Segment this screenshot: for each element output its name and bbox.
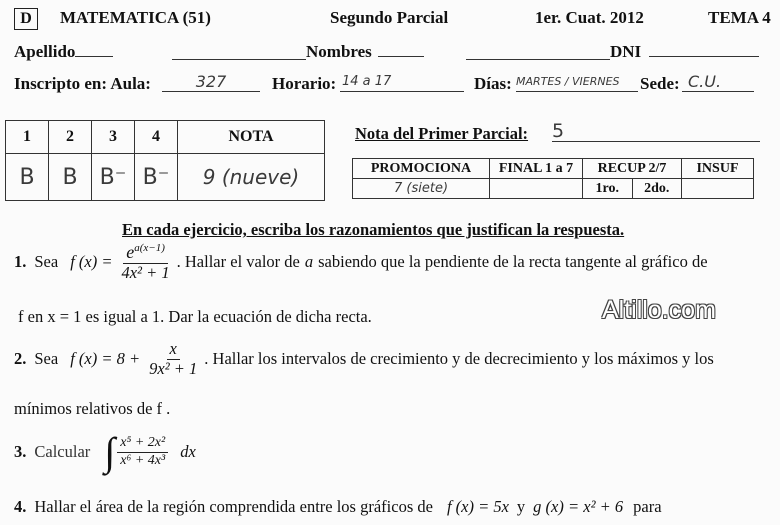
exercise-3-number: 3. [14,442,27,461]
promo-header-promociona: PROMOCIONA [353,159,490,179]
exercise-1-line-2: f en x = 1 es igual a 1. Dar la ecuación de dicha recta. [18,307,372,326]
exercise-2-line-2: mínimos relativos de f . [14,399,171,418]
promo-value-insuf [682,179,754,199]
exercise-1 [14,242,708,283]
names-label: Nombres [306,42,372,61]
grade-header-1: 1 [6,121,49,154]
names-blank [466,42,610,60]
first-exam-label: Nota del Primer Parcial: [355,124,529,143]
surname-label: Apellido [14,42,76,61]
schedule-label: Horario: [272,74,337,93]
exercise-2-fraction [146,340,200,379]
grade-value-1: B [6,154,49,201]
exercise-4-text: Hallar el área de la región comprendida entre los gráficos de [34,497,433,516]
days-field [516,72,638,92]
integral-sign-icon: ∫ [104,429,116,474]
days-label: Días: [474,74,512,93]
exercise-1-lhs: f (x) = [70,252,113,272]
exercise-1-fraction [118,242,172,283]
site-field [682,72,754,92]
first-exam-value: 5 [552,120,565,142]
site-label: Sede: [640,74,680,93]
names-field [306,42,424,62]
room-value: 327 [195,72,227,91]
surname-field [14,42,113,62]
promo-header-final: FINAL 1 a 7 [490,159,583,179]
subject-title: MATEMATICA (51) [60,8,211,27]
exercise-3-denominator: x⁶ + 4x³ [120,452,166,468]
exercise-1-text-b: sabiendo que la pendiente de la recta tangente al gráfico de [318,252,708,272]
grade-header-3: 3 [92,121,135,154]
room-label: Inscripto en: Aula: [14,74,151,93]
exercise-3-fraction [117,435,168,468]
grade-value-3: B⁻ [92,154,135,201]
grade-value-nota: 9 (nueve) [178,154,325,201]
site-value: C.U. [688,72,722,91]
grade-header-4: 4 [135,121,178,154]
exercise-4-para: para [633,497,662,516]
exam-letter-box: D [14,8,38,30]
exercise-1-sea: Sea [34,252,59,272]
grade-value-4: B⁻ [135,154,178,201]
grade-value-2: B [49,154,92,201]
exam-term: 1er. Cuat. 2012 [535,8,644,27]
promo-recup-second: 2do. [632,179,682,199]
room-field [162,72,260,92]
exercise-1-denominator: 4x² + 1 [121,262,170,282]
promo-header-recup: RECUP 2/7 [583,159,682,179]
exercise-1-base: e [126,242,135,262]
surname-blank [172,42,306,60]
promo-header-insuf: INSUF [682,159,754,179]
exercise-2-text: . Hallar los intervalos de crecimiento y de decrecimiento y los máximos y los [204,349,714,369]
grade-header-2: 2 [49,121,92,154]
grade-header-nota: NOTA [178,121,325,154]
exercise-3-numerator: x⁵ + 2x² [117,435,168,452]
exercise-4-f: f (x) = 5x [446,497,509,516]
exercise-3-text: Calcular [34,442,91,461]
instructions-heading: En cada ejercicio, escriba los razonamientos que justifican la respuesta. [122,220,625,239]
promo-value-promociona: 7 (siete) [353,179,490,199]
exercise-2-numerator: x [167,340,180,360]
exercise-3-dx: dx [180,442,196,461]
exercise-2 [14,340,714,379]
exercise-4 [14,497,662,517]
schedule-value: 14 a 17 [342,74,392,89]
watermark-logo: Altillo.com [602,296,716,324]
exercise-2-sea: Sea [34,349,59,369]
schedule-field [340,72,464,92]
exercise-1-text-a: . Hallar el valor de [176,252,300,272]
exercise-4-g: g (x) = x² + 6 [533,497,624,516]
days-value: MARTES / VIERNES [516,75,620,88]
exercise-3 [14,429,196,474]
exercise-4-and: y [516,497,526,516]
promotion-table [352,158,754,199]
grades-table [5,120,325,201]
exercise-1-numerator [123,242,168,264]
promo-value-final [490,179,583,199]
exam-theme: TEMA 4 [708,8,771,27]
dni-field [610,42,759,62]
first-exam-field [552,120,760,142]
dni-label: DNI [610,42,642,61]
exercise-2-lhs: f (x) = 8 + [70,349,141,369]
exercise-1-number: 1. [14,252,27,272]
exercise-2-number: 2. [14,349,27,369]
exam-name: Segundo Parcial [330,8,449,27]
promo-recup-first: 1ro. [583,179,633,199]
exercise-1-exponent: a(x−1) [134,242,165,254]
exercise-2-denominator: 9x² + 1 [149,358,198,378]
exercise-4-number: 4. [14,497,27,516]
exercise-1-variable: a [304,252,314,272]
